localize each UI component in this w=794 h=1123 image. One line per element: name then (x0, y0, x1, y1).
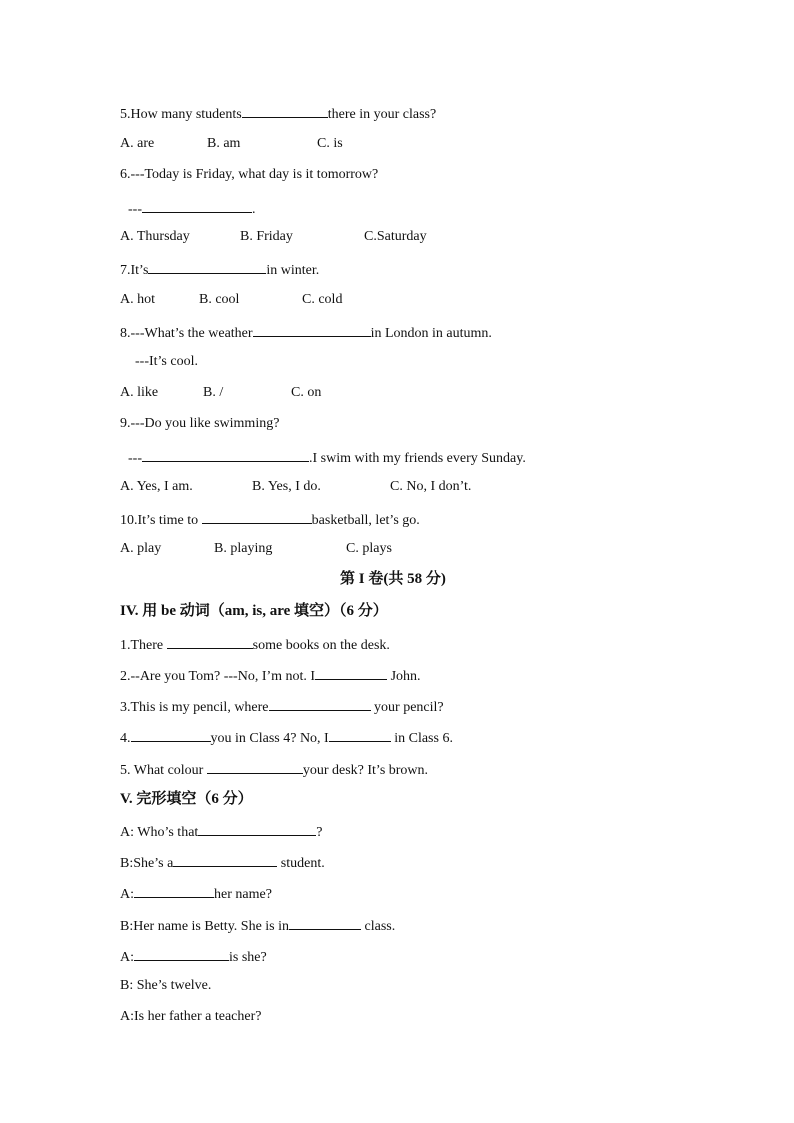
question-8 (120, 322, 492, 343)
question-text: some books on the desk. (252, 638, 390, 653)
answer-blank[interactable] (289, 915, 361, 930)
question-text: 9.---Do you like swimming? (120, 416, 280, 431)
question-text: 7.It’s (120, 263, 149, 278)
dialogue-text: class. (361, 919, 396, 934)
option-c[interactable]: C. on (291, 385, 322, 400)
question-text: John. (387, 669, 421, 684)
question-7 (120, 259, 319, 280)
answer-blank[interactable] (167, 634, 253, 649)
question-text: in London in autumn. (370, 326, 492, 341)
answer-blank[interactable] (253, 322, 371, 337)
dialogue-text: ? (316, 825, 323, 840)
option-b[interactable]: B. Friday (240, 229, 293, 244)
option-c[interactable]: C.Saturday (364, 229, 427, 244)
option-b[interactable]: B. am (207, 136, 241, 151)
dash-prefix: --- (128, 451, 142, 466)
question-text: 2.--Are you Tom? ---No, I’m not. I (120, 669, 316, 684)
option-c[interactable]: C. plays (346, 541, 392, 556)
option-b[interactable]: B. Yes, I do. (252, 479, 321, 494)
dash-prefix: --- (128, 202, 142, 217)
dialogue-text: her name? (214, 887, 272, 902)
part-4-question-3 (120, 696, 444, 717)
answer-text: ---It’s cool. (135, 354, 198, 369)
answer-blank[interactable] (173, 852, 277, 867)
answer-blank[interactable] (131, 727, 211, 742)
dialogue-text: B:Her name is Betty. She is in (120, 919, 290, 934)
option-b[interactable]: B. cool (199, 292, 240, 307)
option-a[interactable]: A. are (120, 136, 155, 151)
option-a[interactable]: A. Yes, I am. (120, 479, 193, 494)
question-text: 1.There (120, 638, 167, 653)
answer-blank[interactable] (329, 727, 391, 742)
answer-text: .I swim with my friends every Sunday. (309, 451, 526, 466)
question-text: 4. (120, 731, 131, 746)
part-4-question-5 (120, 759, 428, 780)
part-4-question-4 (120, 727, 453, 748)
answer-blank[interactable] (242, 103, 328, 118)
answer-blank[interactable] (148, 259, 266, 274)
section-title: 第 I 卷(共 58 分) (340, 571, 446, 587)
answer-blank[interactable] (269, 696, 371, 711)
question-10 (120, 509, 420, 530)
question-text: 3.This is my pencil, where (120, 700, 269, 715)
dialogue-text: student. (277, 856, 325, 871)
option-a[interactable]: A. play (120, 541, 162, 556)
option-b[interactable]: B. / (203, 385, 224, 400)
dialogue-text: A: Who’s that (120, 825, 199, 840)
answer-blank[interactable] (207, 759, 303, 774)
dialogue-line-3 (120, 883, 272, 904)
question-text: 8.---What’s the weather (120, 326, 253, 341)
part-5-heading: V. 完形填空（6 分） (120, 791, 253, 807)
question-6 (120, 166, 378, 184)
part-4-heading: IV. 用 be 动词（am, is, are 填空）（6 分） (120, 603, 388, 619)
option-c[interactable]: C. cold (302, 292, 343, 307)
question-text: there in your class? (327, 107, 437, 122)
answer-blank[interactable] (134, 946, 229, 961)
dialogue-line-6 (120, 977, 211, 995)
answer-blank[interactable] (202, 509, 312, 524)
option-b[interactable]: B. playing (214, 541, 273, 556)
question-text: in winter. (266, 263, 320, 278)
question-text: 5. What colour (120, 763, 207, 778)
dialogue-text: A:Is her father a teacher? (120, 1009, 262, 1024)
dialogue-line-1 (120, 821, 323, 842)
question-8-answer (135, 353, 198, 371)
dialogue-text: is she? (229, 950, 267, 965)
option-c[interactable]: C. No, I don’t. (390, 479, 472, 494)
option-a[interactable]: A. Thursday (120, 229, 190, 244)
option-a[interactable]: A. like (120, 385, 159, 400)
part-4-question-1 (120, 634, 390, 655)
dialogue-text: B:She’s a (120, 856, 174, 871)
question-text: in Class 6. (390, 731, 453, 746)
question-9-answer (128, 447, 526, 468)
dialogue-line-4 (120, 915, 395, 936)
answer-blank[interactable] (315, 665, 387, 680)
dialogue-line-5 (120, 946, 267, 967)
question-text: your desk? It’s brown. (302, 763, 429, 778)
part-4-question-2 (120, 665, 421, 686)
answer-blank[interactable] (198, 821, 316, 836)
dialogue-text: A: (120, 887, 134, 902)
dialogue-text: B: She’s twelve. (120, 978, 212, 993)
answer-blank[interactable] (142, 198, 252, 213)
question-text: you in Class 4? No, I (210, 731, 329, 746)
question-6-answer (128, 198, 256, 219)
question-9 (120, 415, 279, 433)
dialogue-line-2 (120, 852, 325, 873)
punctuation: . (252, 202, 256, 217)
option-a[interactable]: A. hot (120, 292, 155, 307)
question-text: basketball, let’s go. (311, 513, 420, 528)
question-5 (120, 103, 436, 124)
dialogue-text: A: (120, 950, 134, 965)
option-c[interactable]: C. is (317, 136, 343, 151)
question-text: your pencil? (370, 700, 444, 715)
answer-blank[interactable] (142, 447, 309, 462)
question-text: 6.---Today is Friday, what day is it tomorrow? (120, 167, 379, 182)
answer-blank[interactable] (134, 883, 214, 898)
question-text: 5.How many students (120, 107, 242, 122)
dialogue-line-7 (120, 1008, 261, 1026)
question-text: 10.It’s time to (120, 513, 202, 528)
